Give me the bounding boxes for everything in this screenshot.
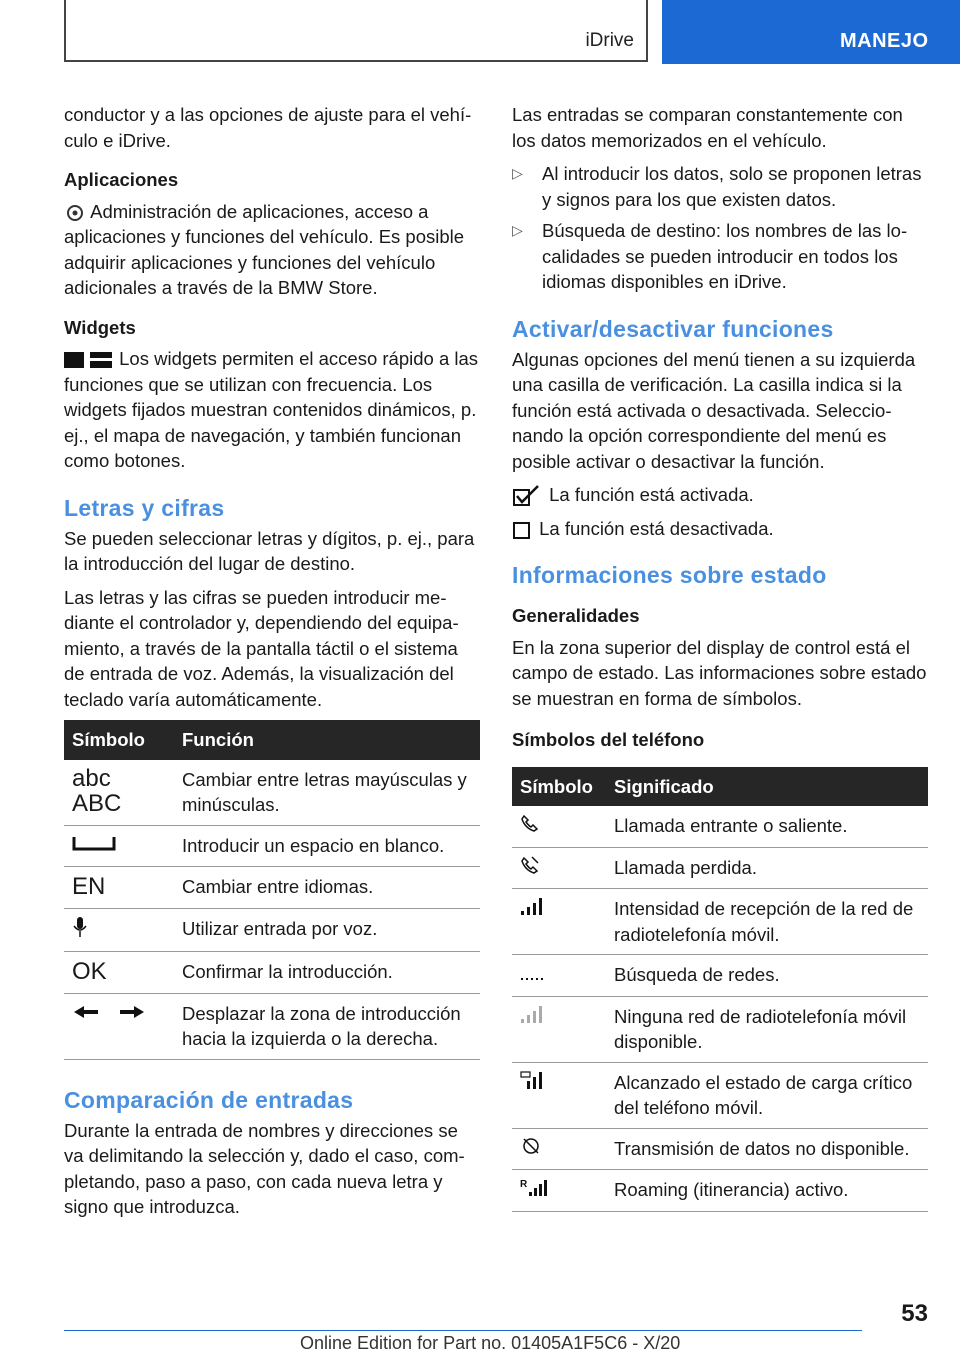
- gen-title: Generalidades: [512, 605, 640, 626]
- apps-text: Administración de aplicaciones, acceso a aplicaciones y funciones del vehículo. Es posible adquirir aplicaciones y funciones del vehículo adicionales a través de la BMW Store.: [64, 200, 465, 298]
- header-section-box: [64, 0, 648, 62]
- act-text: Algunas opciones del menú tienen a su izquierda una casilla de verificación. La casilla indica si la función está activada o desactivada. Seleccionando la opción correspondiente del menú es posible activar o desactivar la función.: [512, 348, 916, 472]
- table-header-row: [512, 767, 928, 807]
- signal-strength-icon: [520, 896, 546, 916]
- th-meaning: Significado: [606, 767, 928, 807]
- act-on-line: [512, 482, 928, 508]
- header-chapter: MANEJO: [840, 30, 929, 52]
- info-heading: Informaciones sobre estado: [512, 562, 827, 588]
- row-text: Confirmar la introducción.: [174, 952, 480, 994]
- row-text: Ninguna red de radiotelefonía móvil disponible.: [606, 996, 928, 1062]
- act-heading: Activar/desactivar funciones: [512, 315, 834, 342]
- row-text: Cambiar entre idiomas.: [174, 867, 480, 909]
- space-icon: [72, 833, 116, 853]
- arrow-left-right-icon: [72, 1004, 146, 1020]
- row-text: Roaming (itinerancia) activo.: [606, 1170, 928, 1212]
- table-row: [64, 867, 480, 909]
- table-row: [64, 993, 480, 1059]
- row-text: Transmisión de datos no disponible.: [606, 1128, 928, 1170]
- apps-paragraph: [64, 199, 480, 301]
- row-text: Desplazar la zona de introducción hacia la izquierda o la derecha.: [174, 993, 480, 1059]
- apps-title: Aplicaciones: [64, 169, 179, 190]
- phone-title: Símbolos del teléfono: [512, 729, 705, 750]
- th-symbol: Símbolo: [512, 767, 606, 807]
- microphone-icon: [72, 916, 88, 938]
- no-data-icon: [520, 1136, 542, 1156]
- widgets-text: Los widgets permiten el acceso rápido a las funciones que se utilizan con frecuencia. Los widgets fijados muestran contenidos dinámicos, p. ej., el mapa de navegación, y también funcionan como botones.: [64, 348, 479, 471]
- roaming-icon: [520, 1177, 548, 1197]
- row-text: Introducir un espacio en blanco.: [174, 825, 480, 867]
- letras-p1: Se pueden seleccionar letras y dígitos, p. ej., para la introducción del lugar de destino.: [64, 527, 475, 574]
- row-text: Llamada entrante o saliente.: [606, 806, 928, 847]
- table-row: [512, 1170, 928, 1212]
- row-text: Intensidad de recepción de la red de radiotelefonía móvil.: [606, 889, 928, 955]
- left-column: [64, 102, 480, 1228]
- table-row: [64, 908, 480, 952]
- right-p1: Las entradas se comparan constantemente con los datos memorizados en el vehículo.: [512, 104, 903, 151]
- row-text: Alcanzado el estado de carga crítico del teléfono móvil.: [606, 1062, 928, 1128]
- network-search-icon: [520, 962, 546, 982]
- act-off-line: [512, 516, 928, 542]
- widgets-title: Widgets: [64, 316, 136, 338]
- checkbox-empty-icon: [512, 519, 534, 541]
- letras-heading: Letras y cifras: [64, 494, 225, 521]
- bullet-item: ▷ Al introducir los datos, solo se proponen letras y signos para los que existen datos.: [512, 161, 928, 212]
- no-network-icon: [520, 1004, 546, 1024]
- footer-divider: [64, 1330, 862, 1331]
- gen-text: En la zona superior del display de control está el campo de estado. Las informaciones sobre estado se muestran en forma de símbolos.: [512, 636, 927, 709]
- bullet-item: ▷ Búsqueda de destino: los nombres de las localidades se pueden introducir en todos los idiomas disponibles en iDrive.: [512, 218, 928, 295]
- phone-call-icon: [520, 813, 540, 833]
- footer-edition: Online Edition for Part no. 01405A1F5C6 - X/20: [300, 1333, 681, 1353]
- widgets-paragraph: [64, 346, 480, 474]
- comp-text: Durante la entrada de nombres y direcciones se va delimitando la selección y, dado el caso, completando, paso a paso, con cada nueva letra y signo que introduzca.: [64, 1119, 465, 1217]
- table-row: [512, 847, 928, 889]
- table-row: [512, 955, 928, 997]
- table-row: [64, 825, 480, 867]
- th-function: Función: [174, 720, 480, 760]
- table-header-row: [64, 720, 480, 760]
- page-number: 53: [901, 1300, 928, 1327]
- table-row: [512, 806, 928, 847]
- row-text: Búsqueda de redes.: [606, 955, 928, 997]
- header-section: iDrive: [585, 30, 634, 51]
- row-text: Utilizar entrada por voz.: [174, 908, 480, 952]
- svg-text:R: R: [520, 1179, 528, 1190]
- intro-text: conductor y a las opciones de ajuste para el vehículo e iDrive.: [64, 104, 472, 151]
- comp-heading: Comparación de entradas: [64, 1086, 354, 1113]
- abc-symbol: abc: [72, 764, 111, 792]
- header-chapter-box: [662, 0, 960, 64]
- missed-call-icon: [520, 855, 540, 875]
- table-row: [64, 952, 480, 994]
- th-symbol: Símbolo: [64, 720, 174, 760]
- letras-p2: Las letras y las cifras se pueden introducir mediante el controlador y, dependiendo del equipamiento, a través de la pantalla táctil o el sistema de entrada de voz. Además, la visualización del teclado varía automáticamente.: [64, 586, 459, 710]
- low-battery-icon: [520, 1070, 546, 1090]
- widgets-icon: [64, 351, 114, 369]
- ok-symbol: OK: [72, 958, 107, 985]
- phone-symbol-table: [512, 767, 928, 1212]
- act-on-text: La función está activada.: [549, 484, 754, 505]
- act-off-text: La función está desactivada.: [539, 517, 774, 539]
- table-row: [64, 760, 480, 826]
- table-row: [512, 1128, 928, 1170]
- row-text: Cambiar entre letras mayúsculas y minúsculas.: [174, 760, 480, 826]
- table-row: [512, 1062, 928, 1128]
- checkbox-checked-icon: [512, 485, 544, 507]
- row-text: Llamada perdida.: [606, 847, 928, 889]
- language-symbol: EN: [72, 873, 106, 900]
- table-row: [512, 889, 928, 955]
- table-row: [512, 996, 928, 1062]
- symbol-table: [64, 720, 480, 1060]
- apps-gear-icon: [64, 203, 86, 223]
- ABC-symbol: ABC: [72, 789, 122, 817]
- right-column: [512, 102, 928, 1212]
